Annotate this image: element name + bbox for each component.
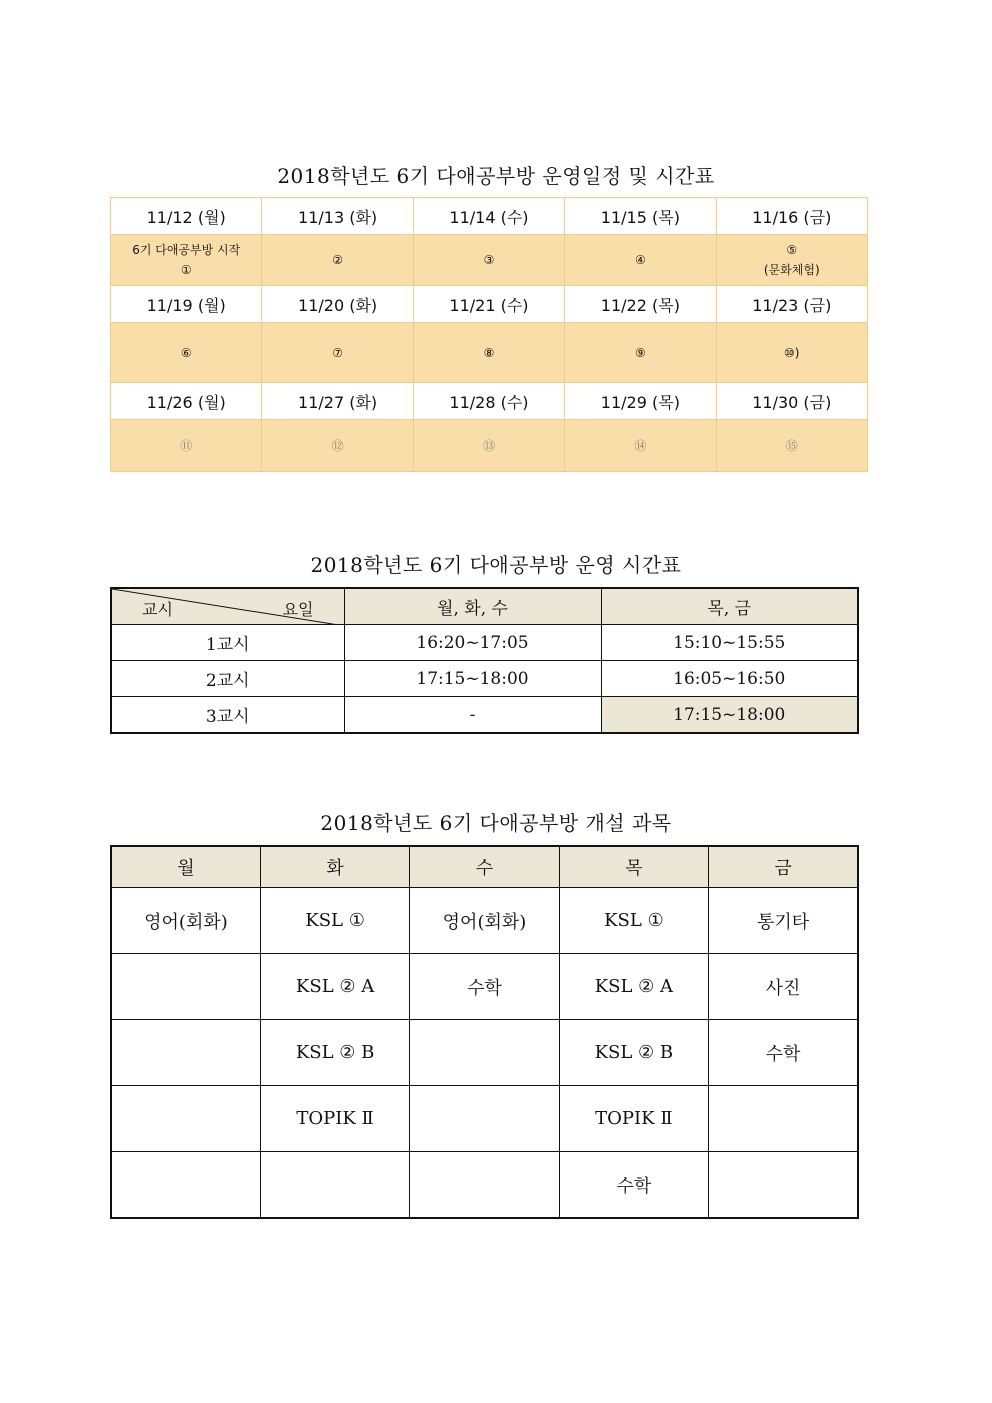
subject-cell: KSL ② A [559, 954, 708, 1020]
subject-cell: 수학 [410, 954, 559, 1020]
date-cell: 11/15 (목) [565, 198, 716, 235]
header-cell: 목 [559, 846, 708, 888]
date-cell: 11/21 (수) [413, 286, 564, 323]
session-cell [565, 235, 716, 286]
date-cell: 11/23 (금) [716, 286, 867, 323]
session-cell [262, 235, 413, 286]
subject-cell: 영어(회화) [410, 888, 559, 954]
date-cell: 11/20 (화) [262, 286, 413, 323]
subject-cell [111, 1086, 260, 1152]
time-cell: 16:05~16:50 [601, 661, 858, 697]
subject-cell [410, 1086, 559, 1152]
date-cell: 11/12 (월) [111, 198, 262, 235]
session-line2: (문화체험) [763, 263, 820, 277]
subject-cell [410, 1020, 559, 1086]
date-cell: 11/29 (목) [565, 383, 716, 420]
subjects-row [111, 1020, 858, 1086]
date-cell: 11/26 (월) [111, 383, 262, 420]
time-cell: 17:15~18:00 [601, 697, 858, 734]
subject-cell: 사진 [709, 954, 858, 1020]
date-cell: 11/27 (화) [262, 383, 413, 420]
date-row [111, 383, 868, 420]
date-row [111, 286, 868, 323]
session-cell: ⑦ [262, 323, 413, 383]
subjects-title: 2018학년도 6기 다애공부방 개설 과목 [320, 811, 672, 835]
times-title: 2018학년도 6기 다애공부방 운영 시간표 [310, 553, 682, 577]
header-cell: 화 [260, 846, 409, 888]
subject-cell [111, 1152, 260, 1219]
times-row [111, 661, 858, 697]
session-cell: ⑫ [262, 420, 413, 472]
date-cell: 11/19 (월) [111, 286, 262, 323]
corner-day-label: 요일 [282, 600, 314, 619]
session-cell: ⑧ [413, 323, 564, 383]
subject-cell: KSL ② A [260, 954, 409, 1020]
time-cell: 15:10~15:55 [601, 625, 858, 661]
corner-cell [111, 588, 344, 625]
period-cell: 3교시 [111, 697, 344, 734]
subject-cell: 영어(회화) [111, 888, 260, 954]
session-cell: ⑭ [565, 420, 716, 472]
session-line1: ② [332, 253, 343, 267]
header-cell: 월 [111, 846, 260, 888]
times-row [111, 625, 858, 661]
session-cell [111, 235, 262, 286]
session-cell: ⑪ [111, 420, 262, 472]
session-cell: ⑩) [716, 323, 867, 383]
session-cell [413, 235, 564, 286]
subject-cell: 통기타 [709, 888, 858, 954]
session-cell: ⑮ [716, 420, 867, 472]
times-header-row [111, 588, 858, 625]
subjects-row [111, 1086, 858, 1152]
subject-cell [709, 1086, 858, 1152]
date-row [111, 198, 868, 235]
header-cell: 월, 화, 수 [344, 588, 601, 625]
subject-cell: TOPIK Ⅱ [260, 1086, 409, 1152]
session-cell: ⑥ [111, 323, 262, 383]
period-cell: 2교시 [111, 661, 344, 697]
date-cell: 11/30 (금) [716, 383, 867, 420]
session-cell [716, 235, 867, 286]
corner-period-label: 교시 [142, 600, 173, 619]
date-cell: 11/14 (수) [413, 198, 564, 235]
header-cell: 금 [709, 846, 858, 888]
subject-cell [111, 954, 260, 1020]
subject-cell: KSL ① [559, 888, 708, 954]
subject-cell [260, 1152, 409, 1219]
session-cell: ⑨ [565, 323, 716, 383]
session-row [111, 420, 868, 472]
subject-cell [410, 1152, 559, 1219]
session-line1: 6기 다애공부방 시작 [132, 243, 241, 257]
date-cell: 11/22 (목) [565, 286, 716, 323]
time-cell: 16:20~17:05 [344, 625, 601, 661]
subject-cell: KSL ② B [260, 1020, 409, 1086]
subject-cell [111, 1020, 260, 1086]
times-row [111, 697, 858, 734]
header-cell: 수 [410, 846, 559, 888]
subject-cell: 수학 [559, 1152, 708, 1219]
session-line2: ① [180, 263, 192, 277]
date-cell: 11/16 (금) [716, 198, 867, 235]
subjects-row [111, 1152, 858, 1219]
session-line1: ④ [634, 253, 646, 267]
times-table [110, 587, 859, 734]
subject-cell: 수학 [709, 1020, 858, 1086]
subjects-header-row [111, 846, 858, 888]
time-cell: - [344, 697, 601, 734]
subjects-row [111, 888, 858, 954]
subject-cell: TOPIK Ⅱ [559, 1086, 708, 1152]
session-cell: ⑬ [413, 420, 564, 472]
subjects-table [110, 845, 859, 1219]
subject-cell [709, 1152, 858, 1219]
header-cell: 목, 금 [601, 588, 858, 625]
subject-cell: KSL ② B [559, 1020, 708, 1086]
session-line1: ③ [483, 253, 495, 267]
date-cell: 11/13 (화) [262, 198, 413, 235]
period-cell: 1교시 [111, 625, 344, 661]
date-cell: 11/28 (수) [413, 383, 564, 420]
session-row [111, 323, 868, 383]
schedule-table [110, 197, 868, 472]
session-row [111, 235, 868, 286]
subjects-row [111, 954, 858, 1020]
time-cell: 17:15~18:00 [344, 661, 601, 697]
subject-cell: KSL ① [260, 888, 409, 954]
session-line1: ⑤ [786, 243, 798, 257]
schedule-title: 2018학년도 6기 다애공부방 운영일정 및 시간표 [277, 164, 715, 188]
